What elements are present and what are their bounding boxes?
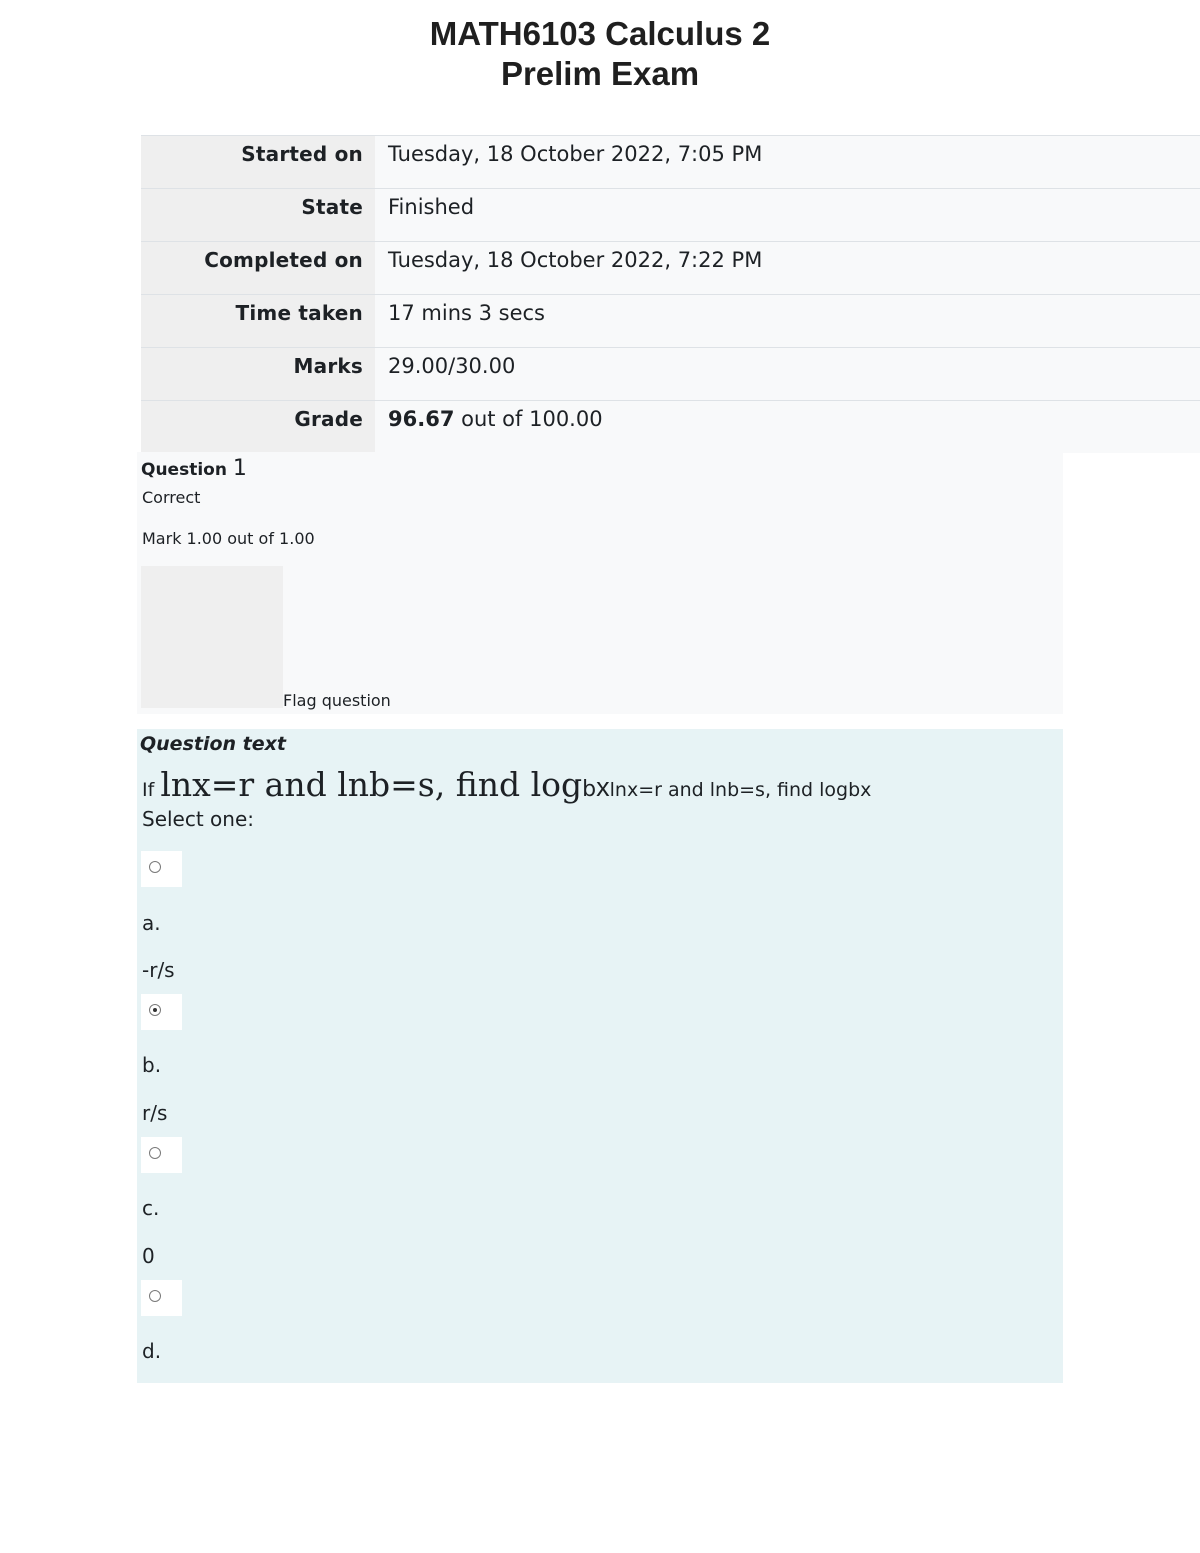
page-title-line1: MATH6103 Calculus 2 <box>429 15 771 52</box>
summary-value: 17 mins 3 secs <box>375 295 1200 347</box>
option-c-letter: c. <box>142 1196 160 1220</box>
summary-label: State <box>141 189 375 241</box>
summary-row-state <box>141 189 1200 242</box>
summary-row-started <box>141 136 1200 189</box>
summary-value: Finished <box>375 189 1200 241</box>
summary-value: Tuesday, 18 October 2022, 7:05 PM <box>375 136 1200 188</box>
option-d-radio[interactable] <box>141 1280 182 1316</box>
summary-label: Started on <box>141 136 375 188</box>
option-a-radio[interactable] <box>141 851 182 887</box>
option-b-radio[interactable] <box>141 994 182 1030</box>
question-number <box>141 456 247 481</box>
summary-label: Marks <box>141 348 375 400</box>
summary-row-marks <box>141 348 1200 401</box>
question-info-panel <box>137 452 1063 714</box>
grade-score: 96.67 <box>388 407 455 431</box>
question-state: Correct <box>142 488 201 507</box>
summary-value: 29.00/30.00 <box>375 348 1200 400</box>
option-b-text: r/s <box>142 1101 168 1125</box>
question-text-heading: Question text <box>140 733 286 755</box>
question-math: lnx=r and lnb=s, find log <box>160 765 583 804</box>
question-text <box>142 765 871 804</box>
page-title-line2: Prelim Exam <box>500 55 700 92</box>
summary-label: Grade <box>141 401 375 453</box>
page-title <box>0 14 1200 94</box>
option-b-letter: b. <box>142 1053 162 1077</box>
question-mark: Mark 1.00 out of 1.00 <box>142 529 315 548</box>
grade-out-of: out of 100.00 <box>454 407 603 431</box>
summary-value: Tuesday, 18 October 2022, 7:22 PM <box>375 242 1200 294</box>
question-number-label: Question <box>141 460 233 480</box>
question-math-x: x <box>596 772 610 802</box>
option-c-radio[interactable] <box>141 1137 182 1173</box>
attempt-summary-table <box>141 135 1200 453</box>
summary-label: Time taken <box>141 295 375 347</box>
radio-circle-icon[interactable] <box>149 1147 161 1159</box>
option-c-text: 0 <box>142 1244 155 1268</box>
radio-circle-icon[interactable] <box>149 861 161 873</box>
question-formulation <box>137 729 1063 1383</box>
summary-value <box>375 401 1200 453</box>
option-d-letter: d. <box>142 1339 162 1363</box>
question-number-value: 1 <box>232 456 247 481</box>
summary-row-time-taken <box>141 295 1200 348</box>
flag-question-link[interactable]: Flag question <box>283 691 391 710</box>
summary-row-grade <box>141 401 1200 453</box>
option-a-text: -r/s <box>142 958 175 982</box>
question-math-subscript: b <box>582 777 597 802</box>
summary-row-completed <box>141 242 1200 295</box>
option-a-letter: a. <box>142 911 161 935</box>
radio-checked-icon[interactable] <box>149 1004 161 1016</box>
question-text-plain: ln⁡x=r and ln⁡b=s, find logb⁡x <box>609 779 872 801</box>
select-one-prompt: Select one: <box>142 807 255 831</box>
summary-label: Completed on <box>141 242 375 294</box>
question-text-prefix: If <box>142 779 161 801</box>
flag-icon[interactable] <box>141 566 283 708</box>
radio-circle-icon[interactable] <box>149 1290 161 1302</box>
